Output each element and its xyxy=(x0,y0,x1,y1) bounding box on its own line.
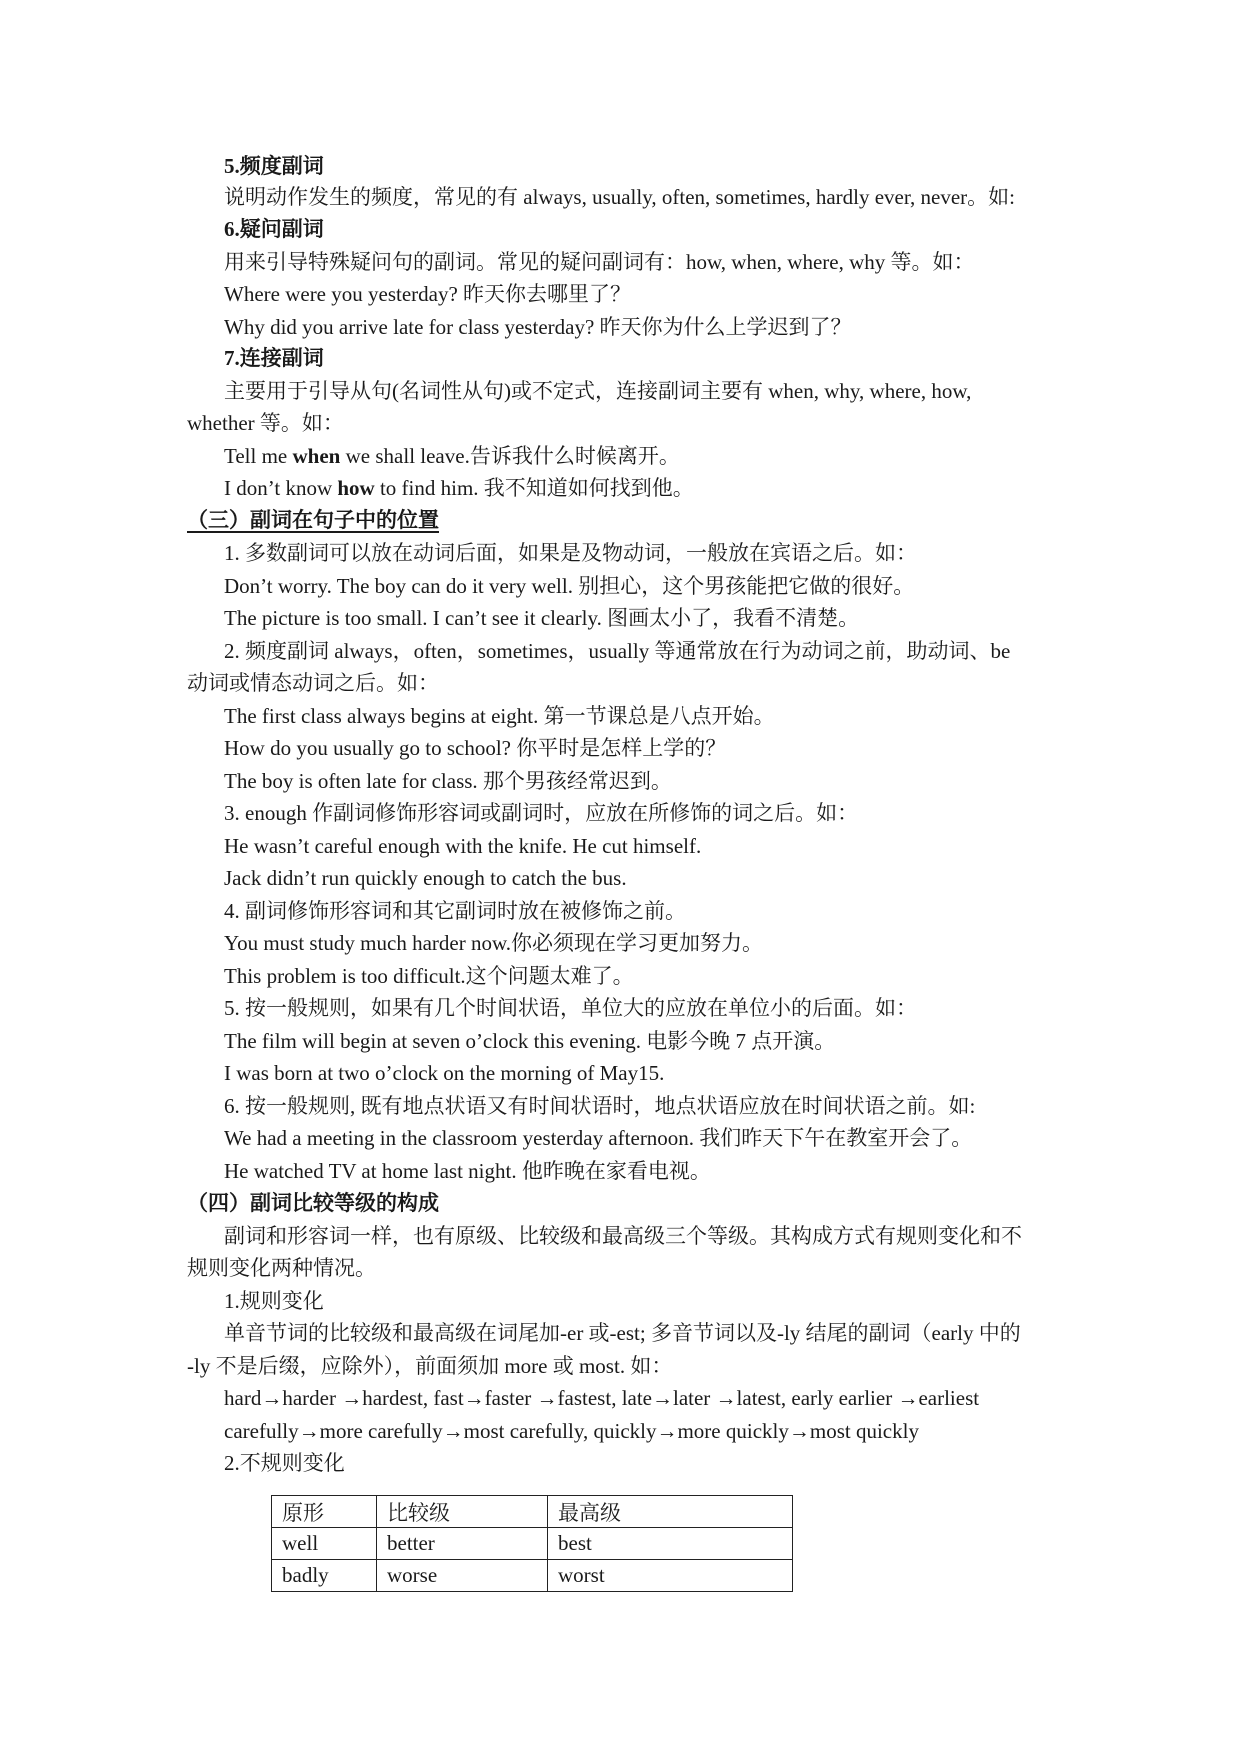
example-keyword: when xyxy=(292,444,341,468)
regular-change-title: 1.规则变化 xyxy=(224,1289,324,1313)
part-3-rule-2-line-1: 2. 频度副词 always，often，sometimes，usually 等通常放在行为动词之前，助动词、be xyxy=(224,639,1011,663)
part-3-rule-1-example-1: Don’t worry. The boy can do it very well. 别担心，这个男孩能把它做的很好。 xyxy=(224,574,915,598)
example-text: I don’t know xyxy=(224,476,338,500)
example-text: we shall leave.告诉我什么时候离开。 xyxy=(340,444,680,468)
part-3-rule-3-example-2: Jack didn’t run quickly enough to catch the bus. xyxy=(224,866,627,890)
section-6-example-1: Where were you yesterday? 昨天你去哪里了？ xyxy=(224,282,632,306)
table-header-row xyxy=(272,1496,793,1528)
section-5-description: 说明动作发生的频度，常见的有 always, usually, often, sometimes, hardly ever, never。如: xyxy=(224,185,1015,209)
part-3-rule-5: 5. 按一般规则，如果有几个时间状语，单位大的应放在单位小的后面。如： xyxy=(224,996,917,1020)
part-3-rule-6-example-1: We had a meeting in the classroom yesterday afternoon. 我们昨天下午在教室开会了。 xyxy=(224,1126,973,1150)
regular-change-example-2: carefully→more carefully→most carefully, quickly→more quickly→most quickly xyxy=(224,1419,919,1443)
table-cell: badly xyxy=(272,1560,377,1592)
table-cell: worst xyxy=(548,1560,793,1592)
example-text: Tell me xyxy=(224,444,293,468)
section-7-description-line-1: 主要用于引导从句(名词性从句)或不定式，连接副词主要有 when, why, where, how, xyxy=(224,379,972,403)
section-6-example-2: Why did you arrive late for class yesterday? 昨天你为什么上学迟到了？ xyxy=(224,315,852,339)
section-6-description: 用来引导特殊疑问句的副词。常见的疑问副词有：how, when, where, why 等。如： xyxy=(224,250,975,274)
table-header-cell: 最高级 xyxy=(548,1496,793,1528)
part-3-rule-3-example-1: He wasn’t careful enough with the knife. He cut himself. xyxy=(224,834,702,858)
table-cell: worse xyxy=(377,1560,548,1592)
part-3-rule-2-example-2: How do you usually go to school? 你平时是怎样上学的？ xyxy=(224,736,727,760)
table-cell: well xyxy=(272,1528,377,1560)
section-7-title: 7.连接副词 xyxy=(224,346,324,370)
part-3-heading: （三）副词在句子中的位置 xyxy=(187,508,439,532)
irregular-forms-table xyxy=(271,1495,793,1592)
section-7-example-1 xyxy=(224,441,680,471)
example-text: to find him. 我不知道如何找到他。 xyxy=(374,476,694,500)
irregular-change-title: 2.不规则变化 xyxy=(224,1451,345,1475)
table-cell: better xyxy=(377,1528,548,1560)
section-6-title: 6.疑问副词 xyxy=(224,217,324,241)
part-3-rule-1-example-2: The picture is too small. I can’t see it clearly. 图画太小了，我看不清楚。 xyxy=(224,606,860,630)
part-3-rule-2-line-2: 动词或情态动词之后。如： xyxy=(187,671,439,695)
part-3-rule-4: 4. 副词修饰形容词和其它副词时放在被修饰之前。 xyxy=(224,899,686,923)
part-3-rule-6: 6. 按一般规则, 既有地点状语又有时间状语时，地点状语应放在时间状语之前。如: xyxy=(224,1094,976,1118)
section-5-title: 5.频度副词 xyxy=(224,154,324,178)
part-3-rule-4-example-2: This problem is too difficult.这个问题太难了。 xyxy=(224,964,634,988)
part-4-heading: （四）副词比较等级的构成 xyxy=(187,1191,439,1215)
part-3-rule-2-example-1: The first class always begins at eight. 第一节课总是八点开始。 xyxy=(224,704,775,728)
part-3-rule-6-example-2: He watched TV at home last night. 他昨晚在家看电视。 xyxy=(224,1159,711,1183)
part-4-description-line-1: 副词和形容词一样，也有原级、比较级和最高级三个等级。其构成方式有规则变化和不 xyxy=(224,1224,1022,1248)
part-3-rule-1: 1. 多数副词可以放在动词后面，如果是及物动词，一般放在宾语之后。如： xyxy=(224,541,917,565)
part-3-rule-5-example-2: I was born at two o’clock on the morning of May15. xyxy=(224,1061,665,1085)
regular-change-example-1: hard→harder →hardest, fast→faster →fastest, late→later →latest, early earlier →earliest xyxy=(224,1386,980,1410)
regular-change-description-line-2: -ly 不是后缀，应除外），前面须加 more 或 most. 如： xyxy=(187,1354,673,1378)
section-7-example-2 xyxy=(224,473,694,503)
part-4-description-line-2: 规则变化两种情况。 xyxy=(187,1256,376,1280)
part-3-rule-3: 3. enough 作副词修饰形容词或副词时，应放在所修饰的词之后。如： xyxy=(224,801,859,825)
section-7-description-line-2: whether 等。如： xyxy=(187,411,344,435)
part-3-rule-4-example-1: You must study much harder now.你必须现在学习更加努力。 xyxy=(224,931,763,955)
regular-change-description-line-1: 单音节词的比较级和最高级在词尾加-er 或-est; 多音节词以及-ly 结尾的副词（early 中的 xyxy=(224,1321,1021,1345)
table-header-cell: 原形 xyxy=(272,1496,377,1528)
table-header-cell: 比较级 xyxy=(377,1496,548,1528)
table-row xyxy=(272,1528,793,1560)
part-3-rule-2-example-3: The boy is often late for class. 那个男孩经常迟到。 xyxy=(224,769,672,793)
part-3-rule-5-example-1: The film will begin at seven o’clock this evening. 电影今晚 7 点开演。 xyxy=(224,1029,836,1053)
table-cell: best xyxy=(548,1528,793,1560)
table-row xyxy=(272,1560,793,1592)
example-keyword: how xyxy=(337,476,375,500)
